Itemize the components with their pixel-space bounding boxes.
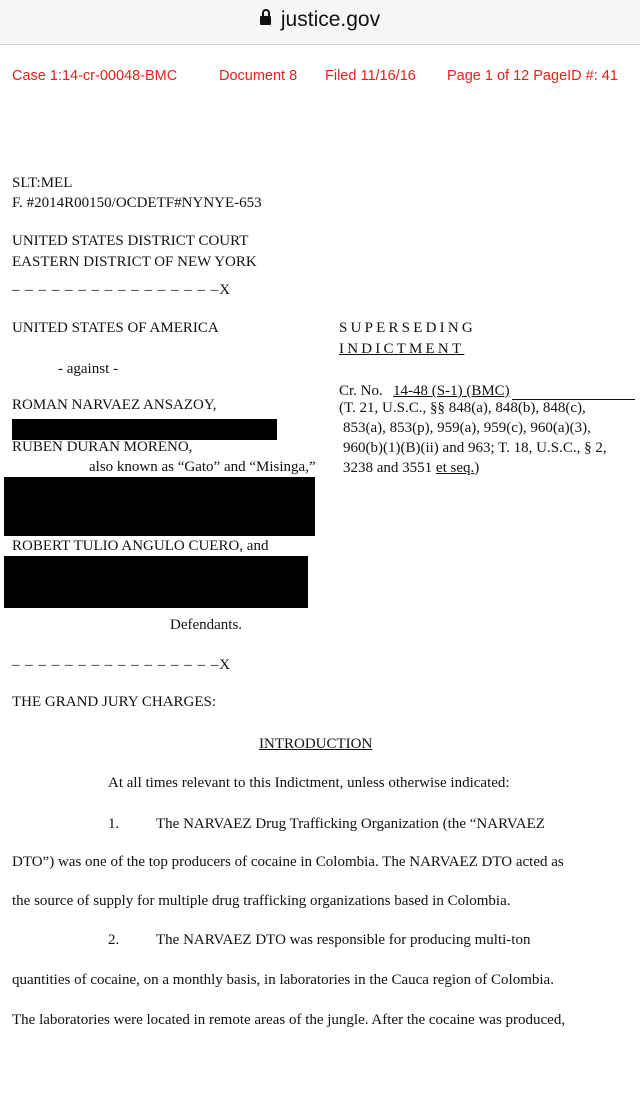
defendant-2: RUBEN DURAN MORENO, xyxy=(12,439,193,455)
filed-date: Filed 11/16/16 xyxy=(325,68,416,84)
case-number: Case 1:14-cr-00048-BMC xyxy=(12,68,178,84)
grand-jury-charges: THE GRAND JURY CHARGES: xyxy=(12,694,217,710)
caption-separator-bottom: – – – – – – – – – – – – – – – –X xyxy=(12,657,232,673)
slt-line: SLT:MEL xyxy=(12,175,73,191)
defendant-3: ROBERT TULIO ANGULO CUERO, and xyxy=(12,538,269,554)
statute-line xyxy=(343,460,479,477)
paragraph-1-line: The NARVAEZ Drug Trafficking Organization (the “NARVAEZ xyxy=(156,816,545,832)
criminal-number: 14-48 (S-1) (BMC) xyxy=(393,383,510,399)
url-host-text: justice.gov xyxy=(280,8,381,31)
redaction-block xyxy=(12,419,277,440)
document-title-indictment: INDICTMENT xyxy=(339,341,465,357)
introduction-heading: INTRODUCTION xyxy=(259,736,373,752)
et-seq: et seq. xyxy=(435,460,475,476)
defendants-label: Defendants. xyxy=(170,617,243,633)
url-host[interactable] xyxy=(0,8,640,32)
caption-separator-top: – – – – – – – – – – – – – – – –X xyxy=(12,282,232,298)
document-title-superseding: SUPERSEDING xyxy=(339,320,476,336)
statute-line: (T. 21, U.S.C., §§ 848(a), 848(b), 848(c), xyxy=(339,400,586,416)
lock-icon xyxy=(260,16,271,25)
redaction-block xyxy=(4,556,308,608)
paragraph-number: 1. xyxy=(108,816,120,832)
paragraph-1-line: DTO”) was one of the top producers of cocaine in Colombia. The NARVAEZ DTO acted as xyxy=(12,854,564,870)
file-number: F. #2014R00150/OCDETF#NYNYE-653 xyxy=(12,195,262,211)
document-number: Document 8 xyxy=(219,68,298,84)
plaintiff: UNITED STATES OF AMERICA xyxy=(12,320,219,336)
paragraph-1-line: the source of supply for multiple drug trafficking organizations based in Colombia. xyxy=(12,893,511,909)
page-id: Page 1 of 12 PageID #: 41 xyxy=(447,68,618,84)
browser-url-bar[interactable] xyxy=(0,0,640,45)
statute-line: 960(b)(1)(B)(ii) and 963; T. 18, U.S.C., § 2, xyxy=(343,440,607,456)
statute-line: 853(a), 853(p), 959(a), 959(c), 960(a)(3), xyxy=(343,420,591,436)
paragraph-number: 2. xyxy=(108,932,120,948)
court-name: UNITED STATES DISTRICT COURT xyxy=(12,233,249,249)
statute-part: ) xyxy=(474,460,480,476)
cr-label: Cr. No. xyxy=(339,383,383,399)
paragraph-2-line: The laboratories were located in remote areas of the jungle. After the cocaine was produced, xyxy=(12,1012,566,1028)
paragraph-2-line: quantities of cocaine, on a monthly basis, in laboratories in the Cauca region of Colombia. xyxy=(12,972,554,988)
defendant-1: ROMAN NARVAEZ ANSAZOY, xyxy=(12,397,217,413)
introduction-text: At all times relevant to this Indictment, unless otherwise indicated: xyxy=(108,775,510,791)
against: - against - xyxy=(58,361,118,377)
redaction-block xyxy=(4,477,315,536)
defendant-2-aka: also known as “Gato” and “Misinga,” xyxy=(89,459,316,475)
court-district: EASTERN DISTRICT OF NEW YORK xyxy=(12,254,257,270)
paragraph-2-line: The NARVAEZ DTO was responsible for producing multi-ton xyxy=(156,932,531,948)
statute-part: 3238 and 3551 xyxy=(343,460,436,476)
